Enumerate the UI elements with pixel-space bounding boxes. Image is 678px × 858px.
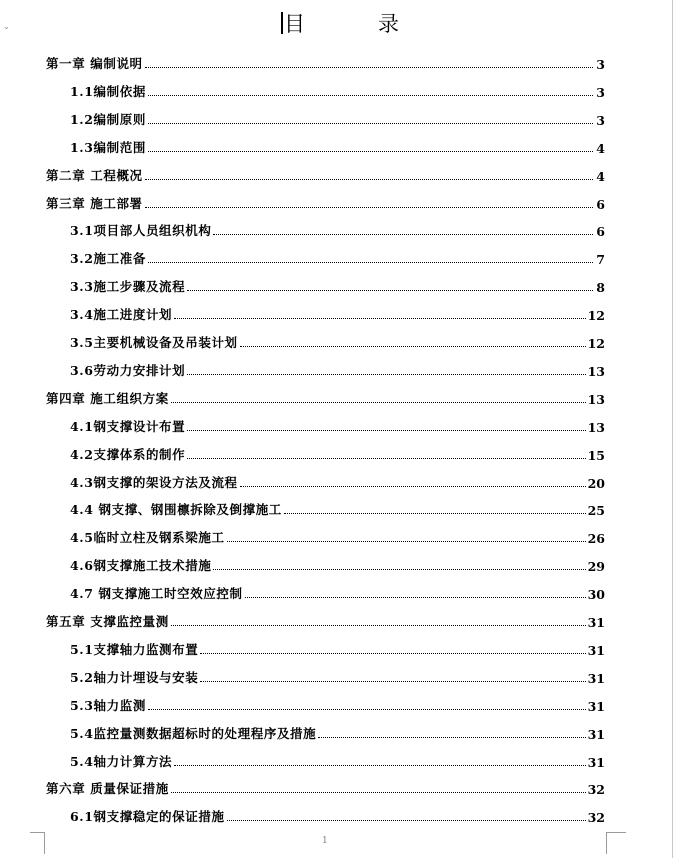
toc-dot-leader [148, 151, 593, 152]
toc-page-number: 29 [587, 559, 605, 575]
toc-page-number: 4 [596, 168, 605, 184]
toc-entry-label: 5.4监控量测数据超标时的处理程序及措施 [70, 725, 317, 741]
toc-entry-label: 第一章 编制说明 [46, 56, 143, 71]
toc-dot-leader [240, 486, 586, 487]
toc-entry-label: 5.4轴力计算方法 [70, 753, 173, 769]
toc-chapter-entry[interactable] [46, 192, 605, 212]
toc-dot-leader [213, 234, 593, 235]
toc-section-entry[interactable] [70, 526, 605, 546]
text-cursor [281, 12, 283, 34]
toc-entry-label: 1.3编制范围 [70, 139, 146, 155]
toc-dot-leader [200, 681, 585, 682]
toc-section-entry[interactable] [70, 415, 605, 435]
toc-dot-leader [213, 569, 585, 570]
toc-entry-label: 4.6钢支撑施工技术措施 [70, 558, 212, 574]
toc-section-entry[interactable] [70, 359, 605, 379]
toc-section-entry[interactable] [70, 582, 605, 602]
page-number: 1 [322, 836, 328, 846]
toc-entry-label: 5.1支撑轴力监测布置 [70, 641, 199, 657]
toc-entry-label: 第四章 施工组织方案 [46, 390, 169, 406]
toc-section-entry[interactable] [70, 666, 605, 686]
toc-section-entry[interactable] [70, 750, 605, 770]
toc-entry-label: 4.7 钢支撑施工时空效应控制 [70, 586, 243, 602]
toc-dot-leader [171, 402, 586, 403]
toc-section-entry[interactable] [70, 498, 605, 518]
crop-mark [44, 832, 45, 854]
toc-page-number: 3 [596, 57, 605, 72]
toc-section-entry[interactable] [70, 219, 605, 239]
toc-page-number: 13 [587, 419, 605, 435]
toc-dot-leader [171, 792, 586, 793]
toc-page-number: 31 [587, 754, 605, 770]
toc-dot-leader [187, 374, 585, 375]
toc-section-entry[interactable] [70, 108, 605, 128]
toc-dot-leader [200, 653, 585, 654]
toc-entry-label: 1.2编制原则 [70, 111, 146, 127]
toc-page-number: 31 [587, 698, 605, 714]
toc-entry-label: 3.5主要机械设备及吊装计划 [70, 335, 238, 350]
crop-mark [30, 832, 44, 833]
toc-dot-leader [148, 709, 586, 710]
toc-chapter-entry[interactable] [46, 52, 605, 72]
toc-entry-label: 4.2支撑体系的制作 [70, 446, 186, 462]
toc-dot-leader [148, 123, 593, 124]
toc-page-number: 32 [587, 810, 605, 826]
toc-entry-label: 1.1编制依据 [70, 83, 146, 99]
toc-page-number: 25 [587, 503, 605, 519]
toc-dot-leader [174, 318, 585, 319]
toc-section-entry[interactable] [70, 805, 605, 825]
toc-section-entry[interactable] [70, 694, 605, 714]
toc-page-number: 26 [587, 531, 605, 547]
toc-dot-leader [187, 290, 593, 291]
toc-page-number: 31 [587, 726, 605, 742]
toc-dot-leader [245, 597, 586, 598]
crop-mark [606, 832, 626, 833]
toc-page-number: 31 [587, 615, 605, 630]
toc-dot-leader [145, 67, 593, 68]
toc-entry-label: 5.2轴力计埋设与安装 [70, 669, 199, 685]
toc-entry-label: 5.3轴力监测 [70, 697, 146, 713]
toc-entry-label: 第五章 支撑监控量测 [46, 614, 169, 629]
toc-dot-leader [145, 179, 593, 180]
toc-chapter-entry[interactable] [46, 387, 605, 407]
toc-entry-label: 6.1钢支撑稳定的保证措施 [70, 809, 225, 825]
toc-dot-leader [148, 95, 593, 96]
toc-dot-leader [240, 346, 586, 347]
toc-page-number: 15 [587, 447, 605, 463]
caret-down-icon: ⌄ [3, 22, 10, 31]
toc-section-entry[interactable] [70, 80, 605, 100]
toc-dot-leader [145, 207, 593, 208]
toc-entry-label: 3.4施工进度计划 [70, 307, 173, 323]
toc-chapter-entry[interactable] [46, 777, 605, 797]
toc-page-number: 3 [596, 112, 605, 128]
toc-section-entry[interactable] [70, 303, 605, 323]
toc-section-entry[interactable] [70, 331, 605, 351]
toc-page-number: 6 [596, 196, 605, 212]
toc-page-number: 13 [587, 391, 605, 407]
toc-page-number: 32 [587, 782, 605, 798]
toc-dot-leader [227, 820, 586, 821]
toc-page-number: 8 [596, 280, 605, 296]
toc-section-entry[interactable] [70, 471, 605, 491]
toc-page-number: 12 [587, 336, 605, 351]
toc-entry-label: 第二章 工程概况 [46, 167, 143, 183]
toc-dot-leader [284, 513, 586, 514]
toc-page-number: 31 [587, 670, 605, 686]
toc-section-entry[interactable] [70, 554, 605, 574]
toc-dot-leader [187, 430, 585, 431]
toc-page-number: 12 [587, 308, 605, 324]
toc-section-entry[interactable] [70, 136, 605, 156]
toc-dot-leader [148, 262, 593, 263]
toc-title[interactable]: 目 录 [284, 12, 425, 36]
toc-chapter-entry[interactable] [46, 164, 605, 184]
toc-page-number: 20 [587, 475, 605, 491]
toc-section-entry[interactable] [70, 443, 605, 463]
toc-dot-leader [227, 541, 586, 542]
toc-entry-label: 3.1项目部人员组织机构 [70, 223, 212, 239]
toc-dot-leader [171, 625, 586, 626]
toc-entry-label: 3.2施工准备 [70, 251, 146, 267]
toc-entry-label: 第三章 施工部署 [46, 195, 143, 211]
toc-section-entry[interactable] [70, 275, 605, 295]
toc-page-number: 4 [596, 140, 605, 156]
page-edge-divider [672, 0, 673, 858]
toc-entry-label: 4.1钢支撑设计布置 [70, 418, 186, 434]
toc-page-number: 3 [596, 84, 605, 100]
toc-page-number: 30 [587, 587, 605, 603]
toc-section-entry[interactable] [70, 247, 605, 267]
toc-dot-leader [318, 737, 585, 738]
toc-entry-label: 4.5临时立柱及钢系梁施工 [70, 530, 225, 546]
toc-chapter-entry[interactable] [46, 610, 605, 630]
toc-page-number: 13 [587, 363, 605, 379]
toc-entry-label: 3.3施工步骤及流程 [70, 279, 186, 295]
toc-page-number: 7 [596, 252, 605, 268]
toc-entry-label: 3.6劳动力安排计划 [70, 362, 186, 378]
toc-dot-leader [174, 765, 585, 766]
toc-section-entry[interactable] [70, 638, 605, 658]
crop-mark [606, 832, 607, 854]
toc-page-number: 6 [596, 224, 605, 240]
toc-entry-label: 4.4 钢支撑、钢围檩拆除及倒撑施工 [70, 502, 282, 518]
toc-entry-label: 第六章 质量保证措施 [46, 781, 169, 797]
toc-entry-label: 4.3钢支撑的架设方法及流程 [70, 474, 238, 490]
toc-section-entry[interactable] [70, 722, 605, 742]
toc-dot-leader [187, 458, 585, 459]
toc-page-number: 31 [587, 642, 605, 658]
